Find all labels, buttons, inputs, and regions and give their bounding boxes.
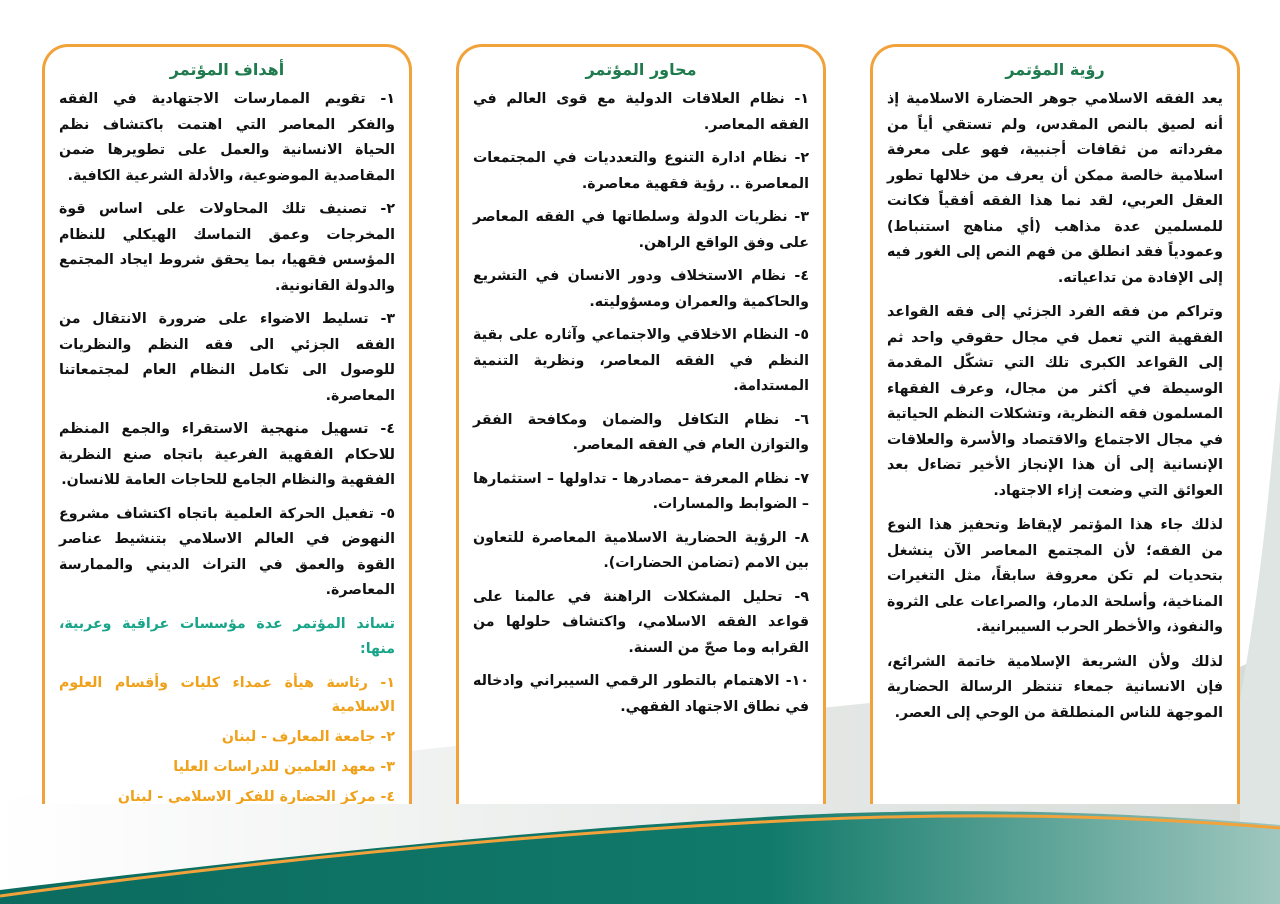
axis-item: ٤- نظام الاستخلاف ودور الانسان في التشريع والحاكمية والعمران ومسؤوليته. (473, 268, 809, 310)
axis-item: ١- نظام العلاقات الدولية مع قوى العالم في الفقه المعاصر. (473, 91, 809, 133)
goals-panel (42, 44, 412, 804)
supporter-item: ٣- معهد العلمين للدراسات العليا (173, 758, 395, 775)
supporter-item: ١- رئاسة هيأة عمداء كليات وأقسام العلوم الاسلامية (59, 674, 395, 715)
goal-item: ١- تقويم الممارسات الاجتهادية في الفقه والفكر المعاصر التي اهتمت باكتشاف نظم الحياة الانسانية والعمل على تطويرها ضمن المقاصدية الموضوعية، والأدلة الشرعية الكافية. (59, 91, 395, 184)
goals-title: أهداف المؤتمر (169, 60, 285, 79)
supporter-item: ٢- جامعة المعارف - لبنان (221, 728, 395, 745)
axis-item: ٦- نظام التكافل والضمان ومكافحة الفقر والتوازن العام في الفقه المعاصر. (473, 411, 809, 453)
goal-item: ٥- تفعيل الحركة العلمية باتجاه اكتشاف مشروع النهوض في العالم الاسلامي بتنشيط عناصر القوة والعمق في التراث الديني والممارسة المعاصرة. (59, 505, 395, 598)
axis-item: ٩- تحليل المشكلات الراهنة في عالمنا على قواعد الفقه الاسلامي، واكتشاف حلولها من القرابه وما صحّ من السنة. (473, 588, 809, 656)
axis-item: ٢- نظام ادارة التنوع والتعدديات في المجتمعات المعاصرة .. رؤية فقهية معاصرة. (473, 150, 809, 192)
vision-title: رؤية المؤتمر (1005, 60, 1105, 79)
goal-item: ٣- تسليط الاضواء على ضرورة الانتقال من الفقه الجزئي الى فقه النظم والنظريات للوصول الى تكامل النظام العام لمجتمعاتنا المعاصرة. (59, 311, 395, 404)
vision-paragraph: لذلك جاء هذا المؤتمر لإيقاظ وتحفيز هذا النوع من الفقه؛ لأن المجتمع المعاصر الآن ينشغل بتحديات لم تكن معروفة سابقاً، مثل التغيرات المناخية، وأسلحة الدمار، والصراعات على الثروة والنفوذ، والأخطر الحرب السيبرانية. (887, 517, 1223, 635)
axis-item: ٥- النظام الاخلاقي والاجتماعي وآثاره على بقية النظم في الفقه المعاصر، ونظرية التنمية المستدامة. (473, 327, 809, 394)
vision-paragraph: يعد الفقه الاسلامي جوهر الحضارة الاسلامية إذ أنه لصيق بالنص المقدس، ولم تستقي أياً من مفرداته من ثقافات أجنبية، فهو على معرفة اسلامية خالصة ممكن أن يعرف من خلالها تطور العقل العربي، لقد نما هذا الفقه أفقياً فكانت للمسلمين عدة مذاهب (أي مناهج استنباط) وعمودياً فقد انطلق من فهم النص إلى الغور فيه إلى الإفادة من تداعياته. (887, 91, 1223, 286)
supporters-heading: تساند المؤتمر عدة مؤسسات عراقية وعربية، منها: (59, 615, 395, 657)
axis-item: ١٠- الاهتمام بالتطور الرقمي السيبراني وادخاله في نطاق الاجتهاد الفقهي. (473, 673, 809, 715)
axes-title: محاور المؤتمر (585, 60, 697, 79)
goal-item: ٢- تصنيف تلك المحاولات على اساس قوة المخرجات وعمق التماسك الهيكلي للنظام المؤسس فقهيا، بما يحقق شروط ايجاد المجتمع والدولة القانونية. (59, 201, 395, 294)
supporter-item: ٤- مركز الحضارة للفكر الاسلامي - لبنان (117, 788, 395, 804)
goal-item: ٤- تسهيل منهجية الاستقراء والجمع المنظم للاحكام الفقهية الفرعية باتجاه صنع النظرية الفقهية والنظام الجامع للحاجات العامة للانسان. (59, 421, 395, 488)
axis-item: ٨- الرؤية الحضارية الاسلامية المعاصرة للتعاون بين الامم (تضامن الحضارات). (473, 529, 809, 571)
axes-panel (456, 44, 826, 804)
axis-item: ٧- نظام المعرفة –مصادرها - تداولها – استثمارها – الضوابط والمسارات. (473, 470, 809, 512)
vision-panel (870, 44, 1240, 804)
vision-paragraph: وتراكم من فقه الفرد الجزئي إلى فقه القواعد الفقهية التي تعمل في مجال حقوقي واحد ثم إلى القواعد الكبرى تلك التي تشكّل المقدمة الوسيطة في أكثر من مجال، وعرف الفقهاء المسلمون فقه النظرية، وتشكلات النظم الحياتية في مجال الاجتماع والاقتصاد والأسرة والعلاقات الإنسانية إلى أن هذا الإنجاز الأخير تضاءل بعد العوائق التي وضعت إزاء الاجتهاد. (887, 304, 1223, 499)
axis-item: ٣- نظريات الدولة وسلطاتها في الفقه المعاصر على وفق الواقع الراهن. (473, 209, 809, 251)
vision-paragraph: لذلك ولأن الشريعة الإسلامية خاتمة الشرائع، فإن الانسانية جمعاء تنتظر الرسالة الحضارية الموجهة للناس المنطلقة من الوحي إلى العصر. (887, 653, 1223, 721)
